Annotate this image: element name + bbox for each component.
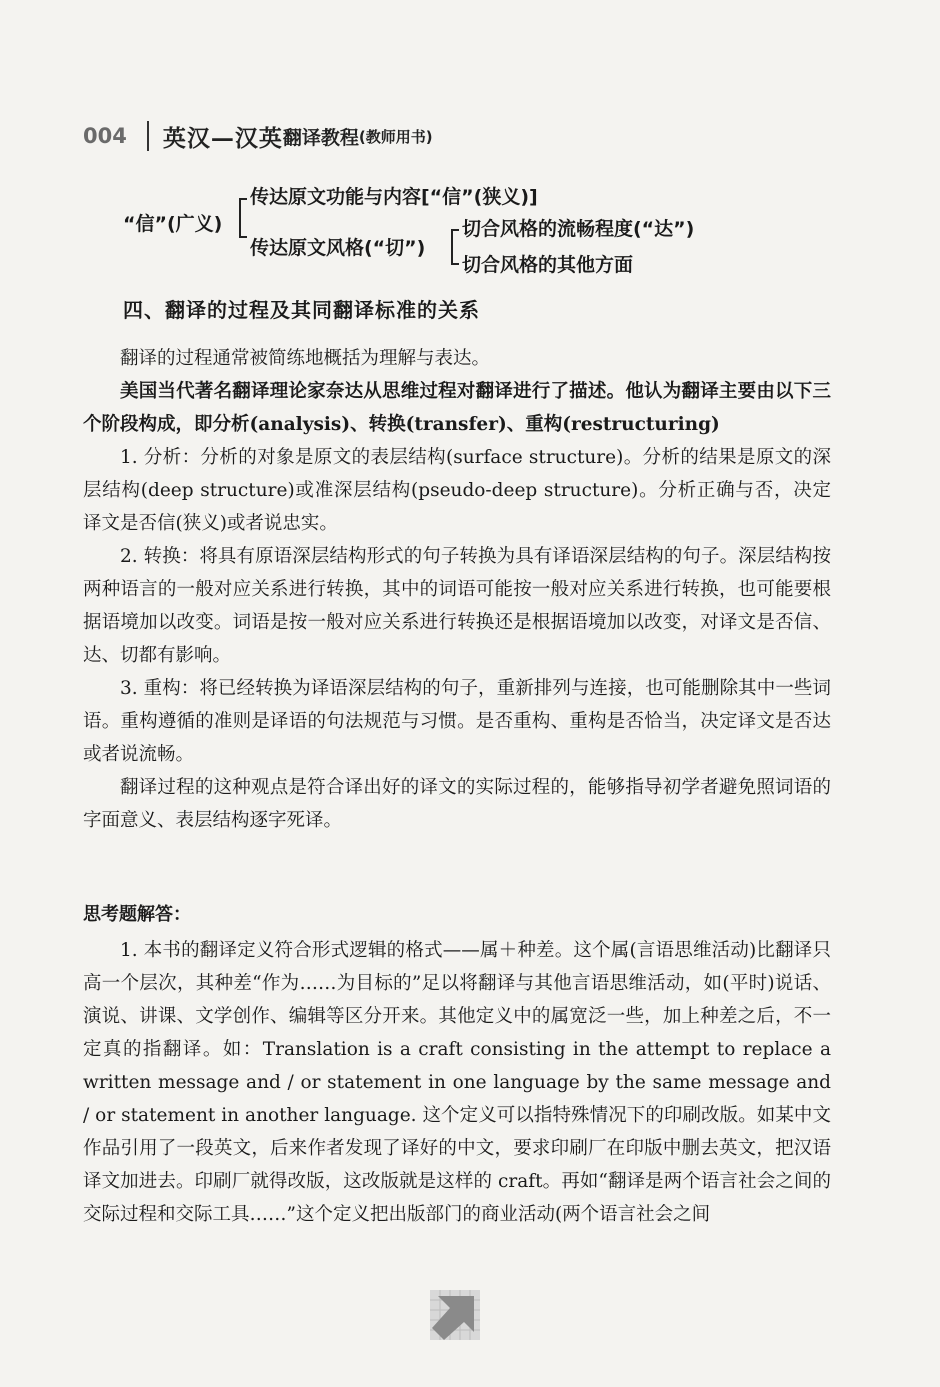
paragraph-summary: 翻译的过程通常被简练地概括为理解与表达。 <box>120 348 491 369</box>
paragraph-nida: 美国当代著名翻译理论家奈达从思维过程对翻译进行了描述。他认为翻译主要由以下三个阶段构成，即分析(analysis)、转换(transfer)、重构(restructuring) <box>83 381 831 435</box>
diagram-branch-style: 传达原文风格(“切”) <box>250 237 426 259</box>
diagram-root: “信”(广义) <box>123 213 223 235</box>
book-title: 英汉—汉英 <box>162 124 283 152</box>
diagram-brace-main <box>239 198 247 238</box>
paragraph-transfer: 2. 转换：将具有原语深层结构形式的句子转换为具有译语深层结构的句子。深层结构按两种语言的一般对应关系进行转换，其中的词语可能按一般对应关系进行转换，也可能要根据语境加以改变。词语是按一般对应关系进行转换还是根据语境加以改变，对译文是否信、达、切都有影响。 <box>83 546 831 666</box>
section-heading: 四、翻译的过程及其同翻译标准的关系 <box>123 298 480 322</box>
diagram-brace-style <box>451 229 459 265</box>
book-subtitle: 翻译教程 <box>282 126 359 149</box>
book-edition: (教师用书) <box>358 127 433 146</box>
paragraph-conclusion: 翻译过程的这种观点是符合译出好的译文的实际过程的，能够指导初学者避免照词语的字面意义、表层结构逐字死译。 <box>83 777 831 831</box>
paragraph-restructuring: 3. 重构：将已经转换为译语深层结构的句子，重新排列与连接，也可能删除其中一些词语。重构遵循的准则是译语的句法规范与习惯。是否重构、重构是否恰当，决定译文是否达或者说流畅。 <box>83 678 831 765</box>
questions-heading: 思考题解答： <box>83 904 191 925</box>
paragraph-analysis: 1. 分析：分析的对象是原文的表层结构(surface structure)。分析的结果是原文的深层结构(deep structure)或准深层结构(pseudo-deep structure)。分析正确与否，决定译文是否信(狭义)或者说忠实。 <box>83 447 831 534</box>
running-header <box>83 118 433 154</box>
diagram-sub-fluency: 切合风格的流畅程度(“达”) <box>462 218 695 240</box>
paragraph-answer-1: 1. 本书的翻译定义符合形式逻辑的格式——属＋种差。这个属(言语思维活动)比翻译只高一个层次，其种差“作为……为目标的”足以将翻译与其他言语思维活动，如(平时)说话、演说、讲课、文学创作、编辑等区分开来。其他定义中的属宽泛一些，加上种差之后，不一定真的指翻译。如：Translation is a craft consisting in the attempt to replace a written message and / or statement in one language by the same message and / or statement in another language. 这个定义可以指特殊情况下的印刷改版。如某中文作品引用了一段英文，后来作者发现了译好的中文，要求印刷厂在印版中删去英文，把汉语译文加进去。印刷厂就得改版，这改版就是这样的 craft。再如“翻译是两个语言社会之间的交际过程和交际工具……”这个定义把出版部门的商业活动(两个语言社会之间 <box>83 940 831 1225</box>
arrow-logo-icon <box>430 1290 480 1340</box>
header-divider <box>147 121 149 151</box>
section-body <box>83 342 831 837</box>
answer-body <box>83 934 831 1231</box>
diagram-sub-other: 切合风格的其他方面 <box>462 254 634 276</box>
page-number: 004 <box>83 124 127 148</box>
diagram-branch-content: 传达原文功能与内容[“信”(狭义)] <box>250 186 538 208</box>
